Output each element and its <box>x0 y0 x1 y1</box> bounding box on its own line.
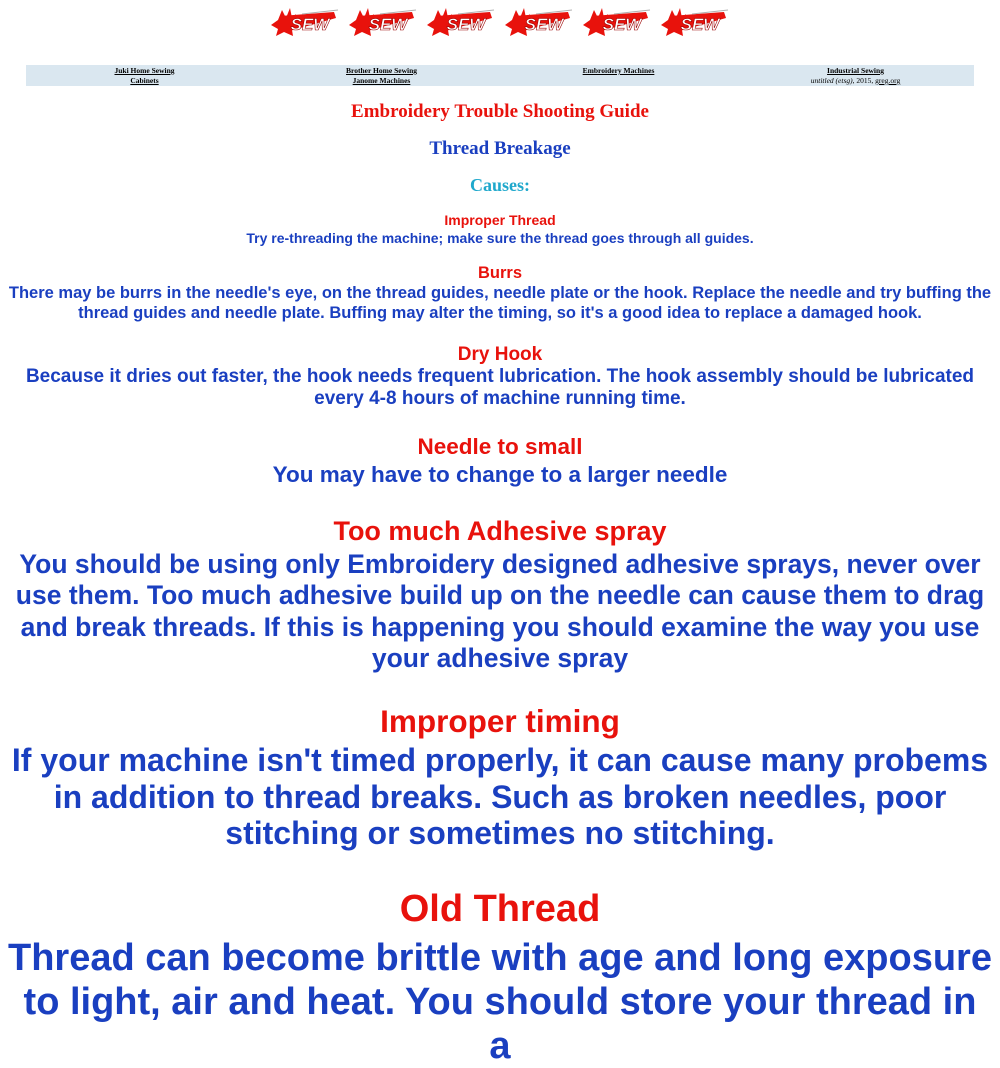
sew-logo-icon <box>578 4 656 40</box>
page-title: Embroidery Trouble Shooting Guide <box>351 101 649 122</box>
cause-improper-timing <box>0 700 1000 852</box>
sew-logo-icon <box>500 4 578 40</box>
sew-logo-icon <box>656 4 734 40</box>
cause-improper-thread <box>0 211 1000 247</box>
cause-heading: Needle to small <box>417 434 583 459</box>
cause-description: Thread can become brittle with age and long exposure to light, air and heat. You should store your thread in a <box>8 937 992 1067</box>
svg-text:SEW: SEW <box>446 15 486 34</box>
nav-link-brother-home-sewing[interactable]: Brother Home Sewing <box>346 66 417 75</box>
svg-text:SEW: SEW <box>524 15 564 34</box>
cause-old-thread <box>0 882 1000 1068</box>
cause-adhesive-spray <box>0 513 1000 674</box>
credit-year: , 2015, <box>852 76 876 85</box>
cause-description: You may have to change to a larger needle <box>272 462 728 487</box>
sew-logo-2[interactable] <box>344 4 422 40</box>
cause-description: Because it dries out faster, the hook needs frequent lubrication. The hook assembly should be lubricated every 4-8 hours of machine running time. <box>25 366 975 409</box>
credit-link[interactable]: greg.org <box>875 76 901 85</box>
cause-heading: Dry Hook <box>457 344 543 365</box>
cause-heading: Improper timing <box>380 703 620 739</box>
nav-link-industrial-sewing[interactable]: Industrial Sewing <box>827 66 884 75</box>
sew-logo-6[interactable] <box>656 4 734 40</box>
cause-description: If your machine isn't timed properly, it can cause many probems in addition to thread breaks. Such as broken needles, poor stitching or sometimes no stitching. <box>11 742 989 851</box>
section-title: Thread Breakage <box>429 138 571 159</box>
causes-label: Causes: <box>469 175 530 195</box>
svg-text:SEW: SEW <box>680 15 720 34</box>
nav-cell-juki <box>26 65 263 86</box>
nav-link-embroidery-machines[interactable]: Embroidery Machines <box>582 66 655 75</box>
svg-text:SEW: SEW <box>290 15 330 34</box>
cause-needle-to-small <box>0 433 1000 488</box>
sew-logo-4[interactable] <box>500 4 578 40</box>
nav-link-cabinets[interactable]: Cabinets <box>130 76 159 85</box>
sew-logo-1[interactable] <box>266 4 344 40</box>
cause-dry-hook <box>0 343 1000 410</box>
cause-description: Try re-threading the machine; make sure the thread goes through all guides. <box>246 230 754 246</box>
sew-logo-3[interactable] <box>422 4 500 40</box>
cause-description: There may be burrs in the needle's eye, on the thread guides, needle plate or the hook. Replace the needle and try buffing the thread guides and needle plate. Buffing may alter the timing, so it's a good idea to replace a damaged hook. <box>8 284 992 322</box>
nav-cell-industrial <box>737 65 974 86</box>
nav-cell-embroidery <box>500 65 737 86</box>
logo-strip <box>0 4 1000 42</box>
cause-description: You should be using only Embroidery designed adhesive sprays, never over use them. Too much adhesive build up on the needle can cause them to drag and break threads. If this is happening you should examine the way you use your adhesive spray <box>15 549 985 673</box>
cause-heading: Improper Thread <box>444 212 556 228</box>
cause-burrs <box>0 263 1000 323</box>
sew-logo-icon <box>266 4 344 40</box>
image-credit <box>811 76 900 85</box>
svg-text:SEW: SEW <box>602 15 642 34</box>
credit-title: untitled (etsg) <box>810 76 853 85</box>
cause-heading: Old Thread <box>399 888 601 930</box>
cause-heading: Too much Adhesive spray <box>333 516 667 546</box>
cause-heading: Burrs <box>477 264 522 282</box>
nav-link-juki-home-sewing[interactable]: Juki Home Sewing <box>114 66 175 75</box>
svg-text:SEW: SEW <box>368 15 408 34</box>
sew-logo-5[interactable] <box>578 4 656 40</box>
top-nav <box>26 65 974 86</box>
nav-cell-brother <box>263 65 500 86</box>
nav-link-janome-machines[interactable]: Janome Machines <box>352 76 411 85</box>
sew-logo-icon <box>422 4 500 40</box>
sew-logo-icon <box>344 4 422 40</box>
